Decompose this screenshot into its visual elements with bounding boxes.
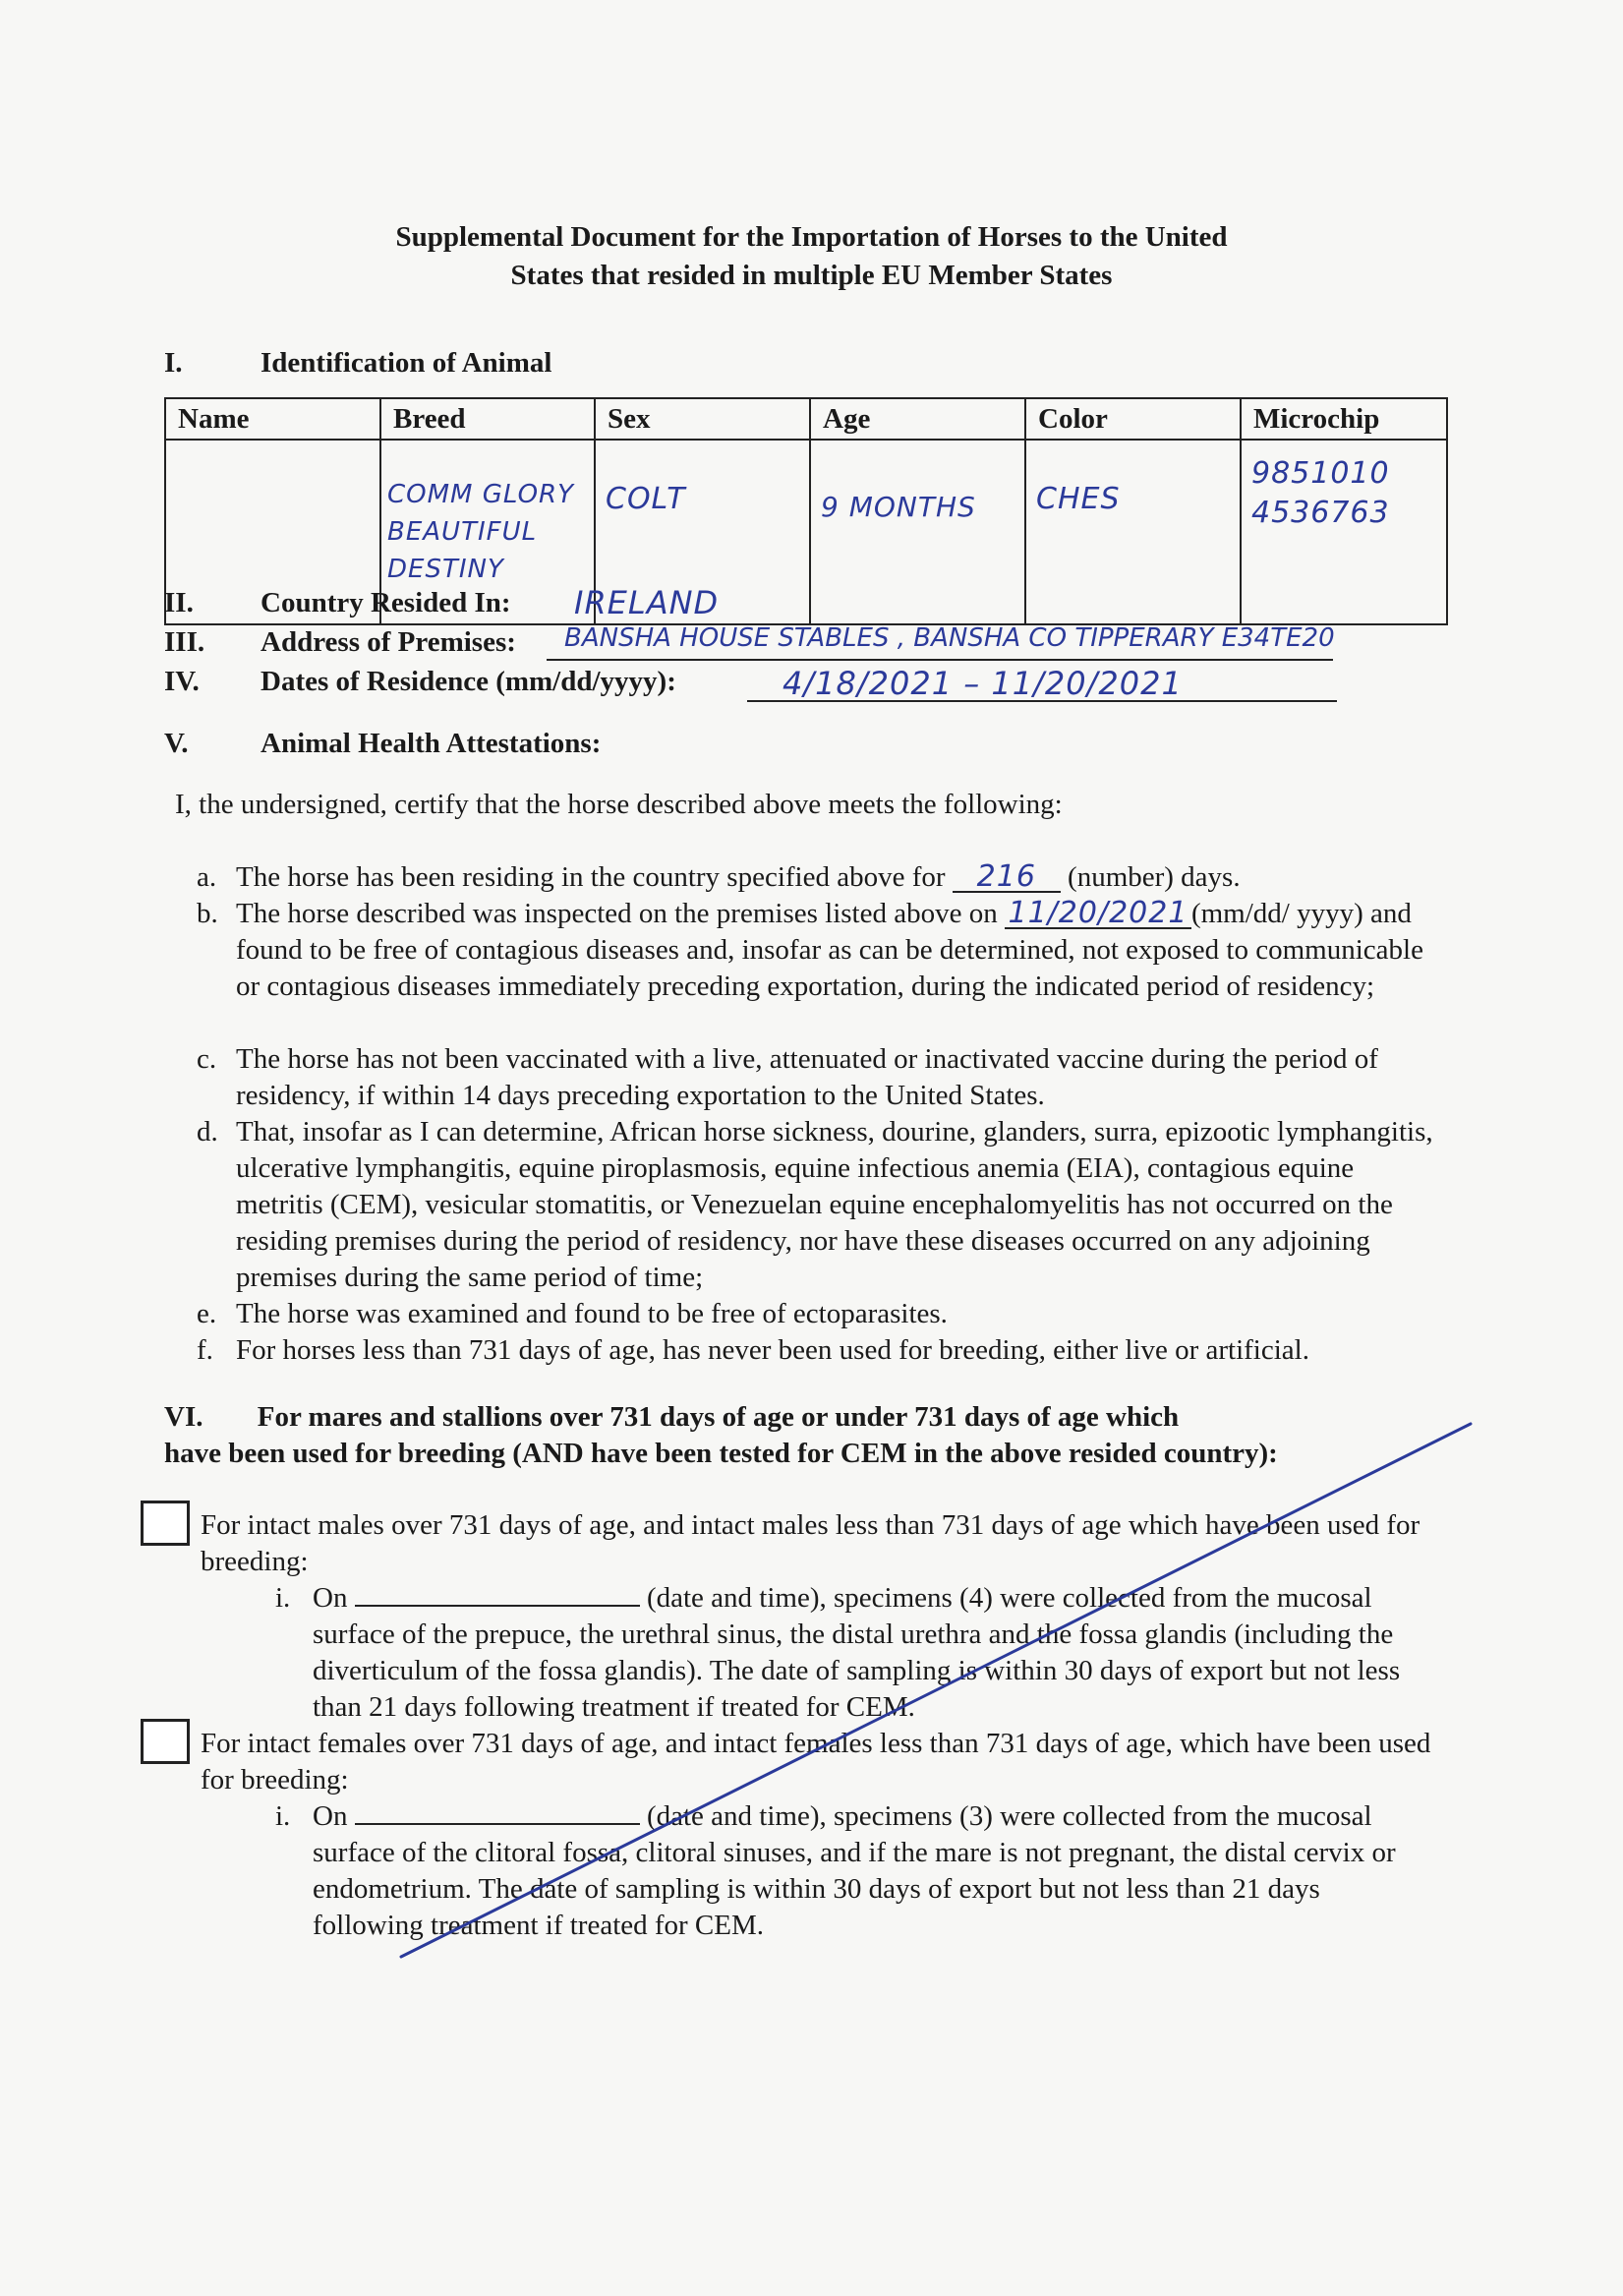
header-breed: Breed xyxy=(380,398,595,440)
section-4-number: IV. xyxy=(164,666,200,697)
header-name: Name xyxy=(165,398,380,440)
item-b-post: (mm/dd/ yyyy) and found to be free of contagious diseases and, insofar as can be determined, not exposed to communicable or contagious diseases immediately preceding exportation, during the indicated period of residency; xyxy=(236,898,1423,1002)
dates-value: 4/18/2021 – 11/20/2021 xyxy=(783,665,1183,702)
item-a-post: (number) days. xyxy=(1068,861,1241,893)
item-c-text: The horse has not been vaccinated with a live, attenuated or inactivated vaccine during the period of residency, if within 14 days preceding exportation to the United States. xyxy=(236,1043,1378,1111)
header-color: Color xyxy=(1025,398,1241,440)
item-d-text: That, insofar as I can determine, African horse sickness, dourine, glanders, surra, epizootic lymphangitis, ulcerative lymphangitis, equine piroplasmosis, equine infectious anemia (EIA), contagious equine metritis (CEM), vesicular stomatitis, or Venezuelan equine encephalomyelitis has not occurred on the residing premises during the period of residency, nor have these diseases occurred on any adjoining premises during the same period of time; xyxy=(236,1116,1433,1293)
females-sub-marker: i. xyxy=(275,1800,291,1832)
section-1-number: I. xyxy=(164,347,183,379)
header-age: Age xyxy=(810,398,1025,440)
section-2-number: II. xyxy=(164,587,194,618)
section-6-heading-line-2: have been used for breeding (AND have been tested for CEM in the above resided country): xyxy=(164,1438,1278,1469)
females-option-text: For intact females over 731 days of age, and intact females less than 731 days of age, which have been used for breeding: xyxy=(201,1728,1431,1796)
section-5-number: V. xyxy=(164,728,189,759)
section-6-number: VI. xyxy=(164,1401,203,1433)
section-2-label: Country Resided In: xyxy=(261,587,511,618)
section-6-heading-line-1: For mares and stallions over 731 days of age or under 731 days of age which xyxy=(257,1401,1180,1433)
section-5-label: Animal Health Attestations: xyxy=(261,728,602,759)
cell-age: 9 MONTHS xyxy=(810,440,1025,624)
days-value: 216 xyxy=(976,859,1036,894)
title-line-1: Supplemental Document for the Importation of Horses to the United xyxy=(395,221,1228,253)
microchip-line-1: 9851010 xyxy=(1251,456,1390,491)
breed-line-2: BEAUTIFUL xyxy=(387,517,538,547)
header-microchip: Microchip xyxy=(1241,398,1447,440)
microchip-line-2: 4536763 xyxy=(1251,496,1390,530)
item-e-marker: e. xyxy=(197,1298,217,1329)
item-f-text: For horses less than 731 days of age, has never been used for breeding, either live or artificial. xyxy=(236,1334,1309,1366)
females-sub-pre: On xyxy=(313,1800,348,1832)
country-value: IRELAND xyxy=(574,584,720,621)
item-d-marker: d. xyxy=(197,1116,218,1148)
item-a-pre: The horse has been residing in the country specified above for xyxy=(236,861,946,893)
breed-line-3: DESTINY xyxy=(387,555,504,584)
section-4-label: Dates of Residence (mm/dd/yyyy): xyxy=(261,666,676,697)
item-f-marker: f. xyxy=(197,1334,213,1366)
males-sub-marker: i. xyxy=(275,1582,291,1614)
item-e-text: The horse was examined and found to be free of ectoparasites. xyxy=(236,1298,948,1329)
males-sub-pre: On xyxy=(313,1582,348,1614)
item-c-marker: c. xyxy=(197,1043,217,1075)
header-sex: Sex xyxy=(595,398,810,440)
item-a-marker: a. xyxy=(197,861,217,893)
inspection-date-value: 11/20/2021 xyxy=(1008,896,1188,930)
address-value: BANSHA HOUSE STABLES , BANSHA CO TIPPERARY E34TE20 xyxy=(564,623,1335,653)
title-line-2: States that resided in multiple EU Member States xyxy=(510,260,1113,291)
item-b-marker: b. xyxy=(197,898,218,929)
section-1-label: Identification of Animal xyxy=(261,347,552,379)
item-b-pre: The horse described was inspected on the premises listed above on xyxy=(236,898,998,929)
cell-sex: COLT xyxy=(595,440,810,624)
males-option-text: For intact males over 731 days of age, and intact males less than 731 days of age which have been used for breeding: xyxy=(201,1509,1420,1577)
cell-color: CHES xyxy=(1025,440,1241,624)
section-3-label: Address of Premises: xyxy=(261,626,516,658)
breed-line-1: COMM GLORY xyxy=(387,480,574,509)
section-3-number: III. xyxy=(164,626,205,658)
strike-through-line xyxy=(401,1424,1471,1957)
attestation-intro: I, the undersigned, certify that the horse described above meets the following: xyxy=(175,789,1063,820)
females-sub-text: (date and time), specimens (3) were collected from the mucosal surface of the clitoral fossa, clitoral sinuses, and if the mare is not pregnant, the distal cervix or endometrium. The date of sampling is within 30 days of export but not less than 21 days following treatment if treated for CEM. xyxy=(313,1800,1396,1941)
males-sub-text: (date and time), specimens (4) were collected from the mucosal surface of the prepuce, the urethral sinus, the distal urethra and the fossa glandis (including the diverticulum of the fossa glandis). The date of sampling is within 30 days of export but not less than 21 days following treatment if treated for CEM. xyxy=(313,1582,1401,1723)
